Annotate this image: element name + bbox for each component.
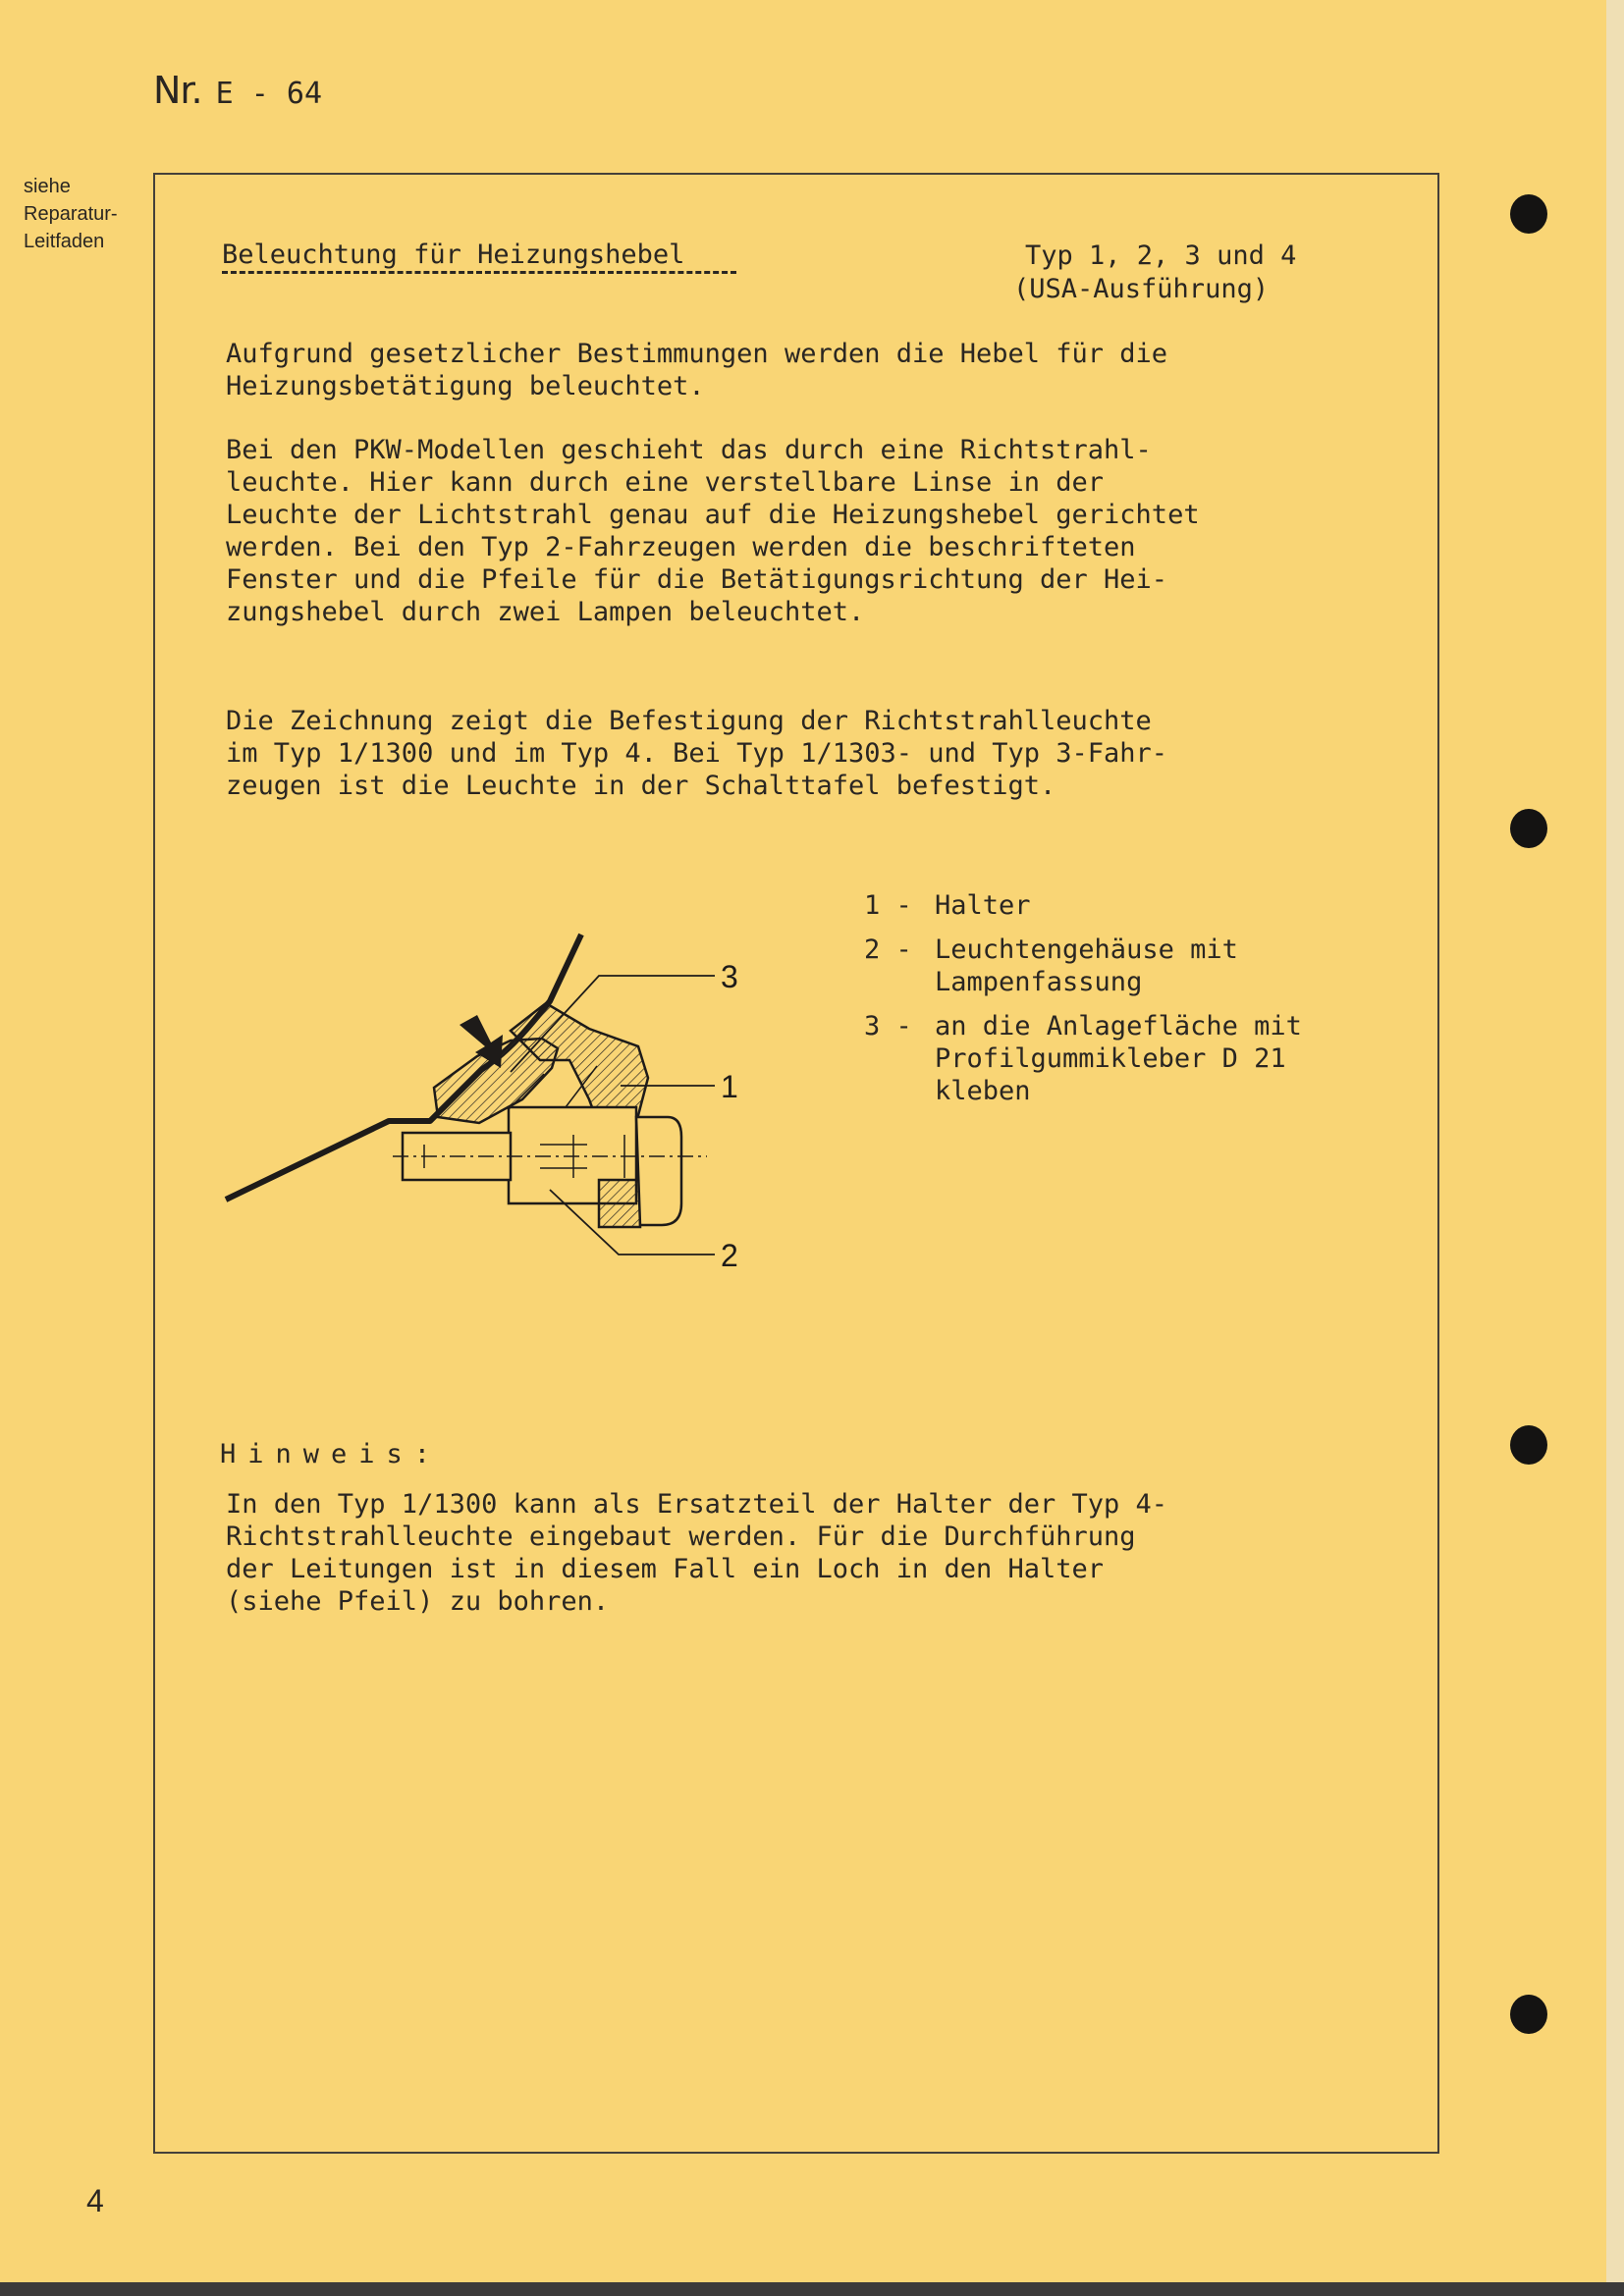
- punch-hole: [1510, 194, 1547, 234]
- section-title: Beleuchtung für Heizungshebel: [222, 240, 685, 270]
- note-line: der Leitungen ist in diesem Fall ein Loch in den Halter: [226, 1554, 1105, 1584]
- paragraph-line: Fenster und die Pfeile für die Betätigungsrichtung der Hei-: [226, 564, 1168, 595]
- type-info-line: Typ 1, 2, 3 und 4: [1025, 240, 1297, 271]
- paragraph-pkw: [226, 434, 1365, 628]
- title-underline: [222, 271, 736, 274]
- paragraph-line: Heizungsbetätigung beleuchtet.: [226, 371, 705, 401]
- type-info-line: (USA-Ausführung): [1013, 274, 1270, 304]
- callout-label-1: 1: [721, 1069, 738, 1104]
- document-number-value: E - 64: [215, 77, 323, 111]
- paragraph-line: Die Zeichnung zeigt die Befestigung der Richtstrahlleuchte: [226, 706, 1152, 736]
- figure-legend: [864, 889, 1302, 1119]
- note-heading: Hinweis:: [220, 1439, 443, 1469]
- legend-item: [864, 934, 1302, 998]
- paragraph-line: werden. Bei den Typ 2-Fahrzeugen werden die beschrifteten: [226, 532, 1136, 562]
- legend-number: 1 -: [864, 890, 912, 921]
- page-edge-right: [1606, 0, 1624, 2296]
- legend-text: an die Anlagefläche mit: [935, 1011, 1302, 1041]
- document-number: [153, 69, 322, 112]
- paragraph-line: zungshebel durch zwei Lampen beleuchtet.: [226, 597, 865, 627]
- side-note-line: Leitfaden: [24, 231, 105, 252]
- paragraph-line: im Typ 1/1300 und im Typ 4. Bei Typ 1/1303- und Typ 3-Fahr-: [226, 738, 1168, 769]
- page-number: 4: [86, 2183, 104, 2218]
- paragraph-line: Aufgrund gesetzlicher Bestimmungen werden die Hebel für die: [226, 339, 1168, 369]
- paragraph-line: zeugen ist die Leuchte in der Schalttafel befestigt.: [226, 771, 1056, 801]
- legend-text: kleben: [935, 1076, 1031, 1106]
- mounting-drawing: [216, 913, 766, 1286]
- side-note: [24, 173, 151, 255]
- note-line: Richtstrahlleuchte eingebaut werden. Für die Durchführung: [226, 1522, 1136, 1552]
- punch-hole: [1510, 1425, 1547, 1465]
- note-text: [226, 1488, 1365, 1618]
- legend-text: Halter: [935, 890, 1031, 921]
- legend-number: 3 -: [864, 1011, 912, 1041]
- legend-text: Profilgummikleber D 21: [935, 1043, 1286, 1074]
- legend-text: Leuchtengehäuse mit: [935, 934, 1238, 965]
- legend-number: 2 -: [864, 934, 912, 965]
- mounting-flange: [599, 1180, 640, 1227]
- side-note-line: Reparatur-: [24, 203, 118, 225]
- paragraph-drawing: [226, 705, 1365, 802]
- paragraph-line: Bei den PKW-Modellen geschieht das durch eine Richtstrahl-: [226, 435, 1152, 465]
- callout-label-2: 2: [721, 1238, 738, 1273]
- paragraph-intro: [226, 338, 1365, 402]
- legend-item: [864, 889, 1302, 922]
- note-line: (siehe Pfeil) zu bohren.: [226, 1586, 610, 1617]
- document-number-label: Nr.: [153, 69, 202, 112]
- housing-cap: [636, 1117, 681, 1225]
- paragraph-line: Leuchte der Lichtstrahl genau auf die Heizungshebel gerichtet: [226, 500, 1200, 530]
- note-line: In den Typ 1/1300 kann als Ersatzteil der Halter der Typ 4-: [226, 1489, 1168, 1520]
- callout-label-3: 3: [721, 959, 738, 994]
- side-note-line: siehe: [24, 176, 71, 197]
- legend-text: Lampenfassung: [935, 967, 1143, 997]
- type-info: [1013, 240, 1297, 306]
- legend-item: [864, 1010, 1302, 1107]
- paragraph-line: leuchte. Hier kann durch eine verstellbare Linse in der: [226, 467, 1105, 498]
- page-edge-bottom: [0, 2282, 1624, 2296]
- punch-hole: [1510, 1995, 1547, 2034]
- punch-hole: [1510, 809, 1547, 848]
